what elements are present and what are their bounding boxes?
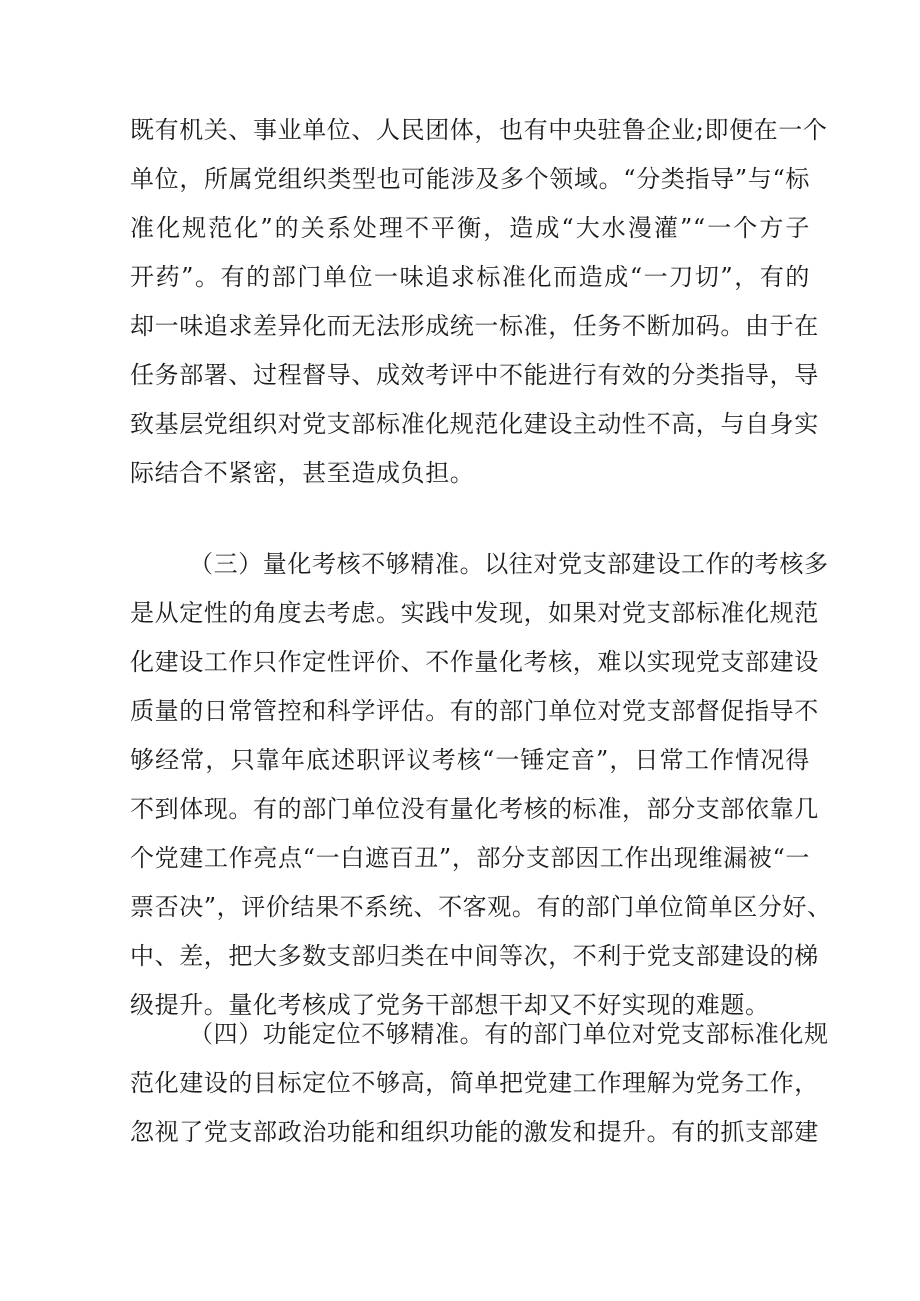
text-line: 票否决”，评价结果不系统、不客观。有的部门单位简单区分好、 (130, 893, 832, 921)
text-line: 不到体现。有的部门单位没有量化考核的标准，部分支部依靠几 (130, 795, 819, 823)
paragraph-function-positioning (130, 1010, 829, 1157)
text-line: 际结合不紧密，甚至造成负担。 (130, 459, 475, 487)
text-line: （三）量化考核不够精准。以往对党支部建设工作的考核多 (189, 550, 829, 578)
text-line: 化建设工作只作定性评价、不作量化考核，难以实现党支部建设 (130, 648, 819, 676)
text-line: 中、差，把大多数支部归类在中间等次，不利于党支部建设的梯 (130, 942, 819, 970)
text-line: 准化规范化”的关系处理不平衡，造成“大水漫灌”“一个方子 (130, 214, 810, 242)
text-line: 个党建工作亮点“一白遮百丑”，部分支部因工作出现维漏被“一 (130, 844, 810, 872)
text-line: 任务部署、过程督导、成效考评中不能进行有效的分类指导，导 (130, 361, 819, 389)
text-line: 开药”。有的部门单位一味追求标准化而造成“一刀切”，有的 (130, 263, 810, 291)
text-line: 单位，所属党组织类型也可能涉及多个领域。“分类指导”与“标 (130, 165, 810, 193)
paragraph-continuation (130, 106, 828, 498)
text-line: 致基层党组织对党支部标准化规范化建设主动性不高，与自身实 (130, 410, 819, 438)
text-line: 却一味追求差异化而无法形成统一标准，任务不断加码。由于在 (130, 312, 819, 340)
text-line: 范化建设的目标定位不够高，简单把党建工作理解为党务工作， (130, 1069, 819, 1097)
text-line: （四）功能定位不够精准。有的部门单位对党支部标准化规 (189, 1020, 829, 1048)
text-line: 质量的日常管控和科学评估。有的部门单位对党支部督促指导不 (130, 697, 819, 725)
text-line: 是从定性的角度去考虑。实践中发现，如果对党支部标准化规范 (130, 599, 819, 627)
text-line: 既有机关、事业单位、人民团体，也有中央驻鲁企业;即便在一个 (130, 116, 828, 144)
text-line: 级提升。量化考核成了党务干部想干却又不好实现的难题。 (130, 991, 770, 1019)
paragraph-quantitative-assessment (130, 540, 832, 1030)
text-line: 忽视了党支部政治功能和组织功能的激发和提升。有的抓支部建 (130, 1118, 819, 1146)
text-line: 够经常，只靠年底述职评议考核“一锤定音”，日常工作情况得 (130, 746, 810, 774)
